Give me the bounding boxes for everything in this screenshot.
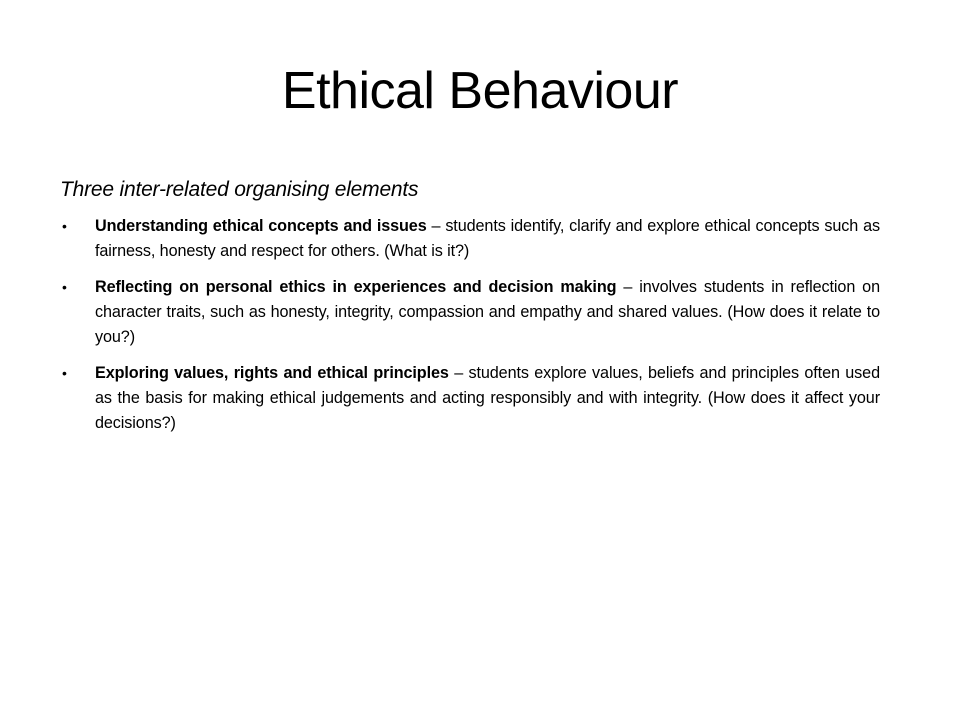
- bullet-item-exploring: [60, 361, 880, 436]
- bullet-text: – students identify, clarify and explore ethical concepts such as fairness, honesty and respect for others. (What is it?): [95, 217, 880, 260]
- bullet-list: [60, 214, 880, 436]
- slide-content: [60, 176, 880, 447]
- bullet-term: Reflecting on personal ethics in experiences and decision making: [95, 278, 617, 296]
- bullet-icon: •: [62, 279, 67, 295]
- bullet-term: Understanding ethical concepts and issues: [95, 217, 427, 235]
- slide-subtitle: Three inter-related organising elements: [60, 178, 419, 201]
- bullet-text: – involves students in reflection on character traits, such as honesty, integrity, compassion and empathy and shared values. (How does it relate to you?): [95, 278, 880, 346]
- bullet-item-understanding: [60, 214, 880, 264]
- bullet-term: Exploring values, rights and ethical principles: [95, 364, 449, 382]
- bullet-item-reflecting: [60, 275, 880, 350]
- bullet-icon: •: [62, 218, 67, 234]
- slide-title: Ethical Behaviour: [281, 62, 679, 120]
- bullet-icon: •: [62, 365, 67, 381]
- bullet-text: – students explore values, beliefs and principles often used as the basis for making ethical judgements and acting responsibly and with integrity. (How does it affect your decisions?): [95, 364, 880, 432]
